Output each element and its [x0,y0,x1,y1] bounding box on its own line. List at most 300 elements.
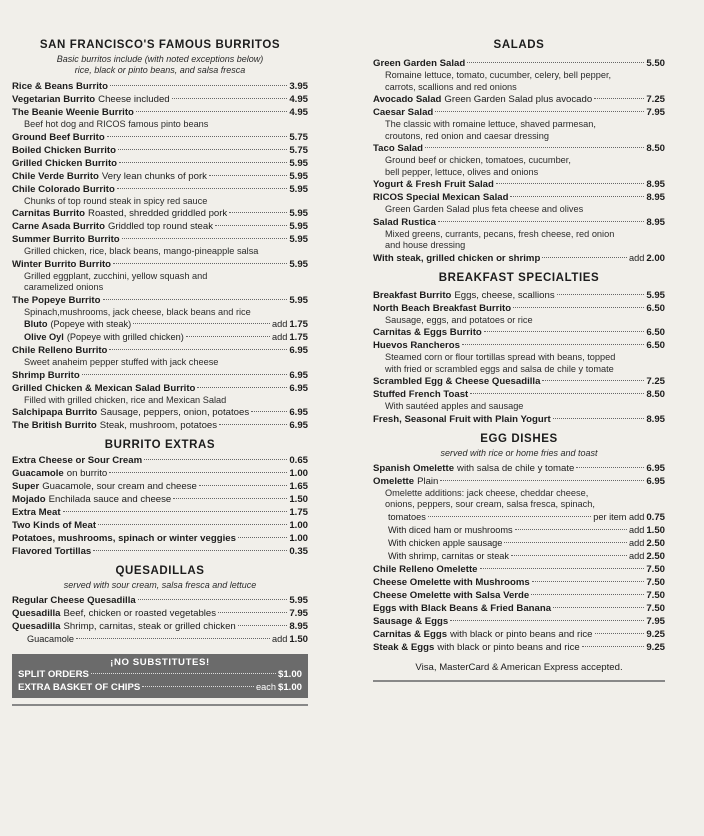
menu-item [373,462,665,475]
item-row [373,641,665,654]
item-name: RICOS Special Mexican Salad [373,192,509,203]
item-price: 4.95 [289,107,308,118]
item-price: 5.50 [646,58,665,69]
item-price: 7.95 [289,608,308,619]
leader-dots [142,686,254,687]
item-price: 1.65 [289,481,308,492]
menu-item [12,106,308,131]
item-price: 5.95 [289,157,308,169]
item-description: Enchilada sauce and cheese [48,494,172,505]
item-row [373,475,665,488]
item-name: Salchipapa Burrito [12,407,98,418]
item-subrow [373,511,665,524]
section-title: BURRITO EXTRAS [104,439,216,451]
item-description: With chicken apple sausage [388,537,503,548]
item-subrow [12,318,308,331]
divider [373,680,665,682]
item-subrow [12,633,308,646]
item-description: Plain [417,475,439,487]
leader-dots [582,646,645,647]
leader-dots [113,263,287,264]
item-detail: Sweet anaheim pepper stuffed with jack cheese [24,357,219,367]
leader-dots [76,638,270,639]
item-price: 7.50 [646,602,665,614]
menu-item [12,419,308,432]
leader-dots [251,411,287,412]
item-price: 6.50 [646,340,665,351]
menu-item [12,207,308,220]
menu-item [373,563,665,576]
leader-dots [93,550,287,551]
item-row [373,252,665,265]
item-add: each [256,682,276,692]
item-price: 6.50 [646,327,665,338]
item-description: Steak, mushroom, potatoes [99,420,218,431]
item-name: The Beanie Weenie Burrito [12,107,134,118]
item-row [373,615,665,628]
menu-list [373,57,665,265]
leader-dots [480,568,645,569]
item-name: The Popeye Burrito [12,294,101,306]
menu-item [12,532,308,545]
item-add: per item add [593,511,645,522]
item-price: 2.50 [646,537,665,549]
item-row [373,178,665,191]
leader-dots [173,498,287,499]
item-description: Sausage, peppers, onion, potatoes [100,407,250,418]
item-name: Grilled Chicken & Mexican Salad Burrito [12,382,196,394]
no-substitutes-title: ¡NO SUBSTITUTES! [110,657,210,668]
item-row [373,191,665,204]
item-subrow [373,524,665,537]
item-name: Caesar Salad [373,107,434,118]
item-row [373,563,665,576]
item-price: 8.50 [646,389,665,400]
menu-item [373,413,665,426]
menu-item [12,406,308,419]
leader-dots [110,85,287,86]
leader-dots [462,344,644,345]
menu-item [373,178,665,191]
item-row [12,532,308,545]
item-detail: With sautéed apples and sausage [385,401,524,411]
menu-item [12,493,308,506]
item-price: 0.75 [646,511,665,523]
item-name: Flavored Tortillas [12,546,92,557]
leader-dots [98,524,287,525]
item-row [12,80,308,93]
item-description: Roasted, shredded griddled pork [88,208,228,219]
leader-dots [103,299,288,300]
menu-item [373,641,665,654]
item-price: 4.95 [289,94,308,105]
menu-item [12,183,308,208]
menu-item [12,467,308,480]
leader-dots [513,307,644,308]
item-description: on burrito [66,468,108,479]
menu-item [373,142,665,178]
leader-dots [109,472,287,473]
item-description: with black or pinto beans and rice [450,628,593,640]
leader-dots [199,485,287,486]
item-name: Super [12,481,40,492]
leader-dots [122,238,288,239]
item-price: 5.75 [289,144,308,156]
item-price: 7.50 [646,589,665,601]
item-description: Guacamole, sour cream and cheese [42,481,197,492]
item-name: EXTRA BASKET OF CHIPS [18,682,141,693]
leader-dots [218,612,287,613]
item-row [12,607,308,620]
item-name: Stuffed French Toast [373,389,469,400]
item-name: With steak, grilled chicken or shrimp [373,252,541,264]
item-name: Carnitas & Eggs Burrito [373,327,482,338]
item-price: 8.95 [646,413,665,425]
item-price: 1.50 [646,524,665,536]
item-name: Chile Colorado Burrito [12,183,115,195]
item-detail: and house dressing [385,240,466,250]
item-row [12,258,308,271]
leader-dots [557,294,645,295]
item-name: Extra Meat [12,507,61,518]
item-price: 7.95 [646,107,665,118]
item-price: 0.65 [289,455,308,466]
menu-item [373,602,665,615]
item-name: Bluto [24,319,48,329]
item-add: add [271,319,288,329]
item-name: Omelette [373,475,415,487]
item-add: add [628,550,645,561]
item-name: Yogurt & Fresh Fruit Salad [373,179,494,190]
item-description: with salsa de chile y tomate [457,462,575,474]
item-price: 6.95 [289,382,308,394]
item-detail: caramelized onions [24,282,104,292]
menu-list [373,289,665,426]
item-description: Green Garden Salad plus avocado [444,94,593,105]
leader-dots [119,162,287,163]
item-detail: onions, peppers, sour cream, salsa fresca, spinach, [385,499,595,509]
item-price: 8.50 [646,143,665,154]
leader-dots [63,511,288,512]
item-price: 1.00 [289,533,308,544]
leader-dots [144,459,287,460]
menu-item [373,191,665,216]
item-name: North Beach Breakfast Burrito [373,302,512,314]
item-price: 5.95 [289,258,308,270]
leader-dots [425,147,644,148]
leader-dots [532,581,645,582]
item-detail: Spinach,mushrooms, jack cheese, black beans and rice [24,306,251,317]
menu-list [12,80,308,432]
leader-dots [450,620,644,621]
item-price: 7.50 [646,563,665,575]
item-detail: carrots, scallions and red onions [385,81,517,92]
menu-item [12,607,308,620]
item-detail: Mixed greens, currants, pecans, fresh cheese, red onion [385,228,615,239]
item-price: 8.95 [646,192,665,203]
leader-dots [542,380,644,381]
leader-dots [504,542,627,543]
item-row [12,594,308,607]
item-price: 6.95 [289,345,308,356]
item-price: 1.50 [289,634,308,645]
menu-item [373,475,665,563]
item-description: (Popeye with steak) [50,319,132,329]
item-subrow [12,331,308,344]
item-row [373,289,665,302]
item-row [12,344,308,357]
item-detail: Grilled eggplant, zucchini, yellow squash and [24,270,208,281]
item-price: 8.95 [289,621,308,632]
item-name: Cheese Omelette with Salsa Verde [373,589,530,601]
leader-dots [238,537,287,538]
item-row [373,628,665,641]
menu-item [18,681,302,694]
section-note: Basic burritos include (with noted exceptions below) [56,54,264,64]
section-eggs [373,432,665,654]
leader-dots [117,188,287,189]
item-detail: Romaine lettuce, tomato, cucumber, celery, bell pepper, [385,70,612,80]
item-price: 1.00 [289,468,308,479]
menu-item [12,170,308,183]
section-quesadillas [12,564,308,646]
item-name: Guacamole [12,468,64,479]
item-name: Potatoes, mushrooms, spinach or winter veggies [12,533,236,544]
leader-dots [470,393,644,394]
item-price: 8.95 [646,179,665,190]
leader-dots [91,673,276,674]
leader-dots [484,331,645,332]
item-row [12,233,308,246]
item-price: 1.50 [289,494,308,505]
leader-dots [138,599,288,600]
item-row [373,462,665,475]
item-description: tomatoes [388,511,426,522]
item-name: Breakfast Burrito [373,289,452,301]
item-detail: Filled with grilled chicken, rice and Mexican Salad [24,394,227,405]
item-price: 3.95 [289,81,308,92]
item-price: 7.50 [646,576,665,588]
item-row [12,620,308,633]
item-row [373,57,665,70]
item-subrow [373,537,665,550]
item-row [12,506,308,519]
item-name: Cheese Omelette with Mushrooms [373,576,530,588]
item-price: 5.75 [289,131,308,143]
leader-dots [109,349,287,350]
item-price: $1.00 [277,682,302,693]
menu-item [12,506,308,519]
item-name: Fresh, Seasonal Fruit with Plain Yogurt [373,413,551,425]
menu-item [12,93,308,106]
item-price: 9.25 [646,641,665,653]
item-name: Huevos Rancheros [373,340,460,351]
item-name: Spanish Omelette [373,462,455,474]
item-price: 5.95 [289,221,308,232]
leader-dots [496,183,644,184]
menu-item [12,220,308,233]
menu-item [373,339,665,375]
item-description: Very lean chunks of pork [101,170,207,182]
menu-item [373,93,665,106]
leader-dots [594,98,644,99]
item-name: Grilled Chicken Burrito [12,157,118,169]
item-row [12,183,308,196]
item-price: 7.25 [646,376,665,387]
item-price: 9.25 [646,628,665,640]
leader-dots [133,323,270,324]
menu-item [373,375,665,388]
menu-item [12,454,308,467]
item-row [12,144,308,157]
item-price: 5.95 [289,208,308,219]
item-description: with black or pinto beans and rice [437,641,580,653]
item-add: add [628,252,645,263]
item-row [12,106,308,119]
item-name: Green Garden Salad [373,58,466,69]
item-row [12,220,308,233]
menu-item [12,382,308,407]
leader-dots [186,336,270,337]
menu-item [12,480,308,493]
item-row [373,106,665,119]
item-name: Taco Salad [373,143,423,154]
item-price: 1.75 [289,507,308,518]
menu-item [12,80,308,93]
item-detail: Beef hot dog and RICOS famous pinto beans [24,119,209,129]
menu-item [12,344,308,369]
section-note: served with sour cream, salsa fresca and lettuce [63,580,257,590]
menu-item [12,369,308,382]
item-price: 1.75 [289,332,308,343]
item-price: 1.00 [289,520,308,531]
item-name: Carnitas & Eggs [373,628,448,640]
menu-item [12,519,308,532]
right-column [373,38,665,682]
item-detail: The classic with romaine lettuce, shaved parmesan, [385,119,596,129]
item-row [373,602,665,615]
item-name: Carne Asada Burrito [12,221,105,232]
leader-dots [82,374,288,375]
section-title: BREAKFAST SPECIALTIES [438,271,600,284]
item-name: Olive Oyl [24,332,64,342]
menu-item [373,326,665,339]
item-name: Sausage & Eggs [373,615,449,627]
leader-dots [467,62,644,63]
item-description: With shrimp, carnitas or steak [388,550,510,561]
item-row [373,302,665,315]
no-substitutes-box [12,654,308,698]
menu-item [373,576,665,589]
item-price: 6.95 [289,369,308,381]
item-name: Rice & Beans Burrito [12,81,108,92]
item-row [12,519,308,532]
leader-dots [438,221,644,222]
leader-dots [136,111,287,112]
item-row [12,170,308,183]
item-price: 6.95 [289,420,308,431]
item-name: Carnitas Burrito [12,208,86,219]
item-description: Guacamole [27,634,74,644]
menu-item [373,252,665,265]
leader-dots [576,467,644,468]
leader-dots [531,594,644,595]
item-price: 2.00 [646,252,665,264]
item-price: 2.50 [646,550,665,562]
item-name: Regular Cheese Quesadilla [12,595,136,606]
menu-list [373,462,665,654]
section-breakfast [373,271,665,426]
item-price: 0.35 [289,546,308,557]
item-price: 6.50 [646,302,665,314]
item-price: $1.00 [277,669,302,680]
item-detail: Sausage, eggs, and potatoes or rice [385,314,533,325]
item-row [12,545,308,558]
item-add: add [271,634,288,644]
item-row [12,419,308,432]
item-name: Salad Rustica [373,216,436,228]
item-row [12,467,308,480]
item-name: Mojado [12,494,46,505]
item-subrow [373,550,665,563]
menu-item [373,388,665,413]
item-row [12,131,308,144]
leader-dots [197,387,287,388]
item-price: 5.95 [289,294,308,306]
item-price: 6.95 [289,407,308,418]
section-title: SALADS [493,39,545,51]
item-row [373,576,665,589]
payment-note: Visa, MasterCard & American Express accepted. [415,661,623,673]
menu-list [12,454,308,558]
item-detail: croutons, red onion and caesar dressing [385,130,549,141]
item-description: Beef, chicken or roasted vegetables [63,608,217,619]
item-name: Ground Beef Burrito [12,131,105,143]
item-name: Quesadilla [12,621,61,632]
item-add: add [628,524,645,535]
menu-item [373,106,665,142]
item-name: Winter Burrito Burrito [12,258,112,270]
item-price: 5.95 [289,595,308,606]
item-row [12,406,308,419]
menu-item [12,620,308,646]
menu-item [373,628,665,641]
item-row [373,589,665,602]
menu-item [12,157,308,170]
item-name: Shrimp Burrito [12,369,80,381]
item-row [373,375,665,388]
leader-dots [229,212,287,213]
item-name: Eggs with Black Beans & Fried Banana [373,602,552,614]
leader-dots [435,111,644,112]
item-description: (Popeye with grilled chicken) [66,332,184,342]
menu-item [12,594,308,607]
item-price: 5.95 [646,289,665,301]
leader-dots [510,196,644,197]
menu-item [373,615,665,628]
item-price: 6.95 [646,462,665,474]
item-row [373,216,665,229]
item-price: 1.75 [289,319,308,330]
item-name: Extra Cheese or Sour Cream [12,455,143,466]
item-detail: Ground beef or chicken, tomatoes, cucumber, [385,155,571,165]
leader-dots [428,516,591,517]
leader-dots [542,257,627,258]
leader-dots [553,607,644,608]
item-name: Steak & Eggs [373,641,435,653]
section-note: served with rice or home fries and toast [440,447,598,458]
section-title: SAN FRANCISCO'S FAMOUS BURRITOS [39,39,281,51]
